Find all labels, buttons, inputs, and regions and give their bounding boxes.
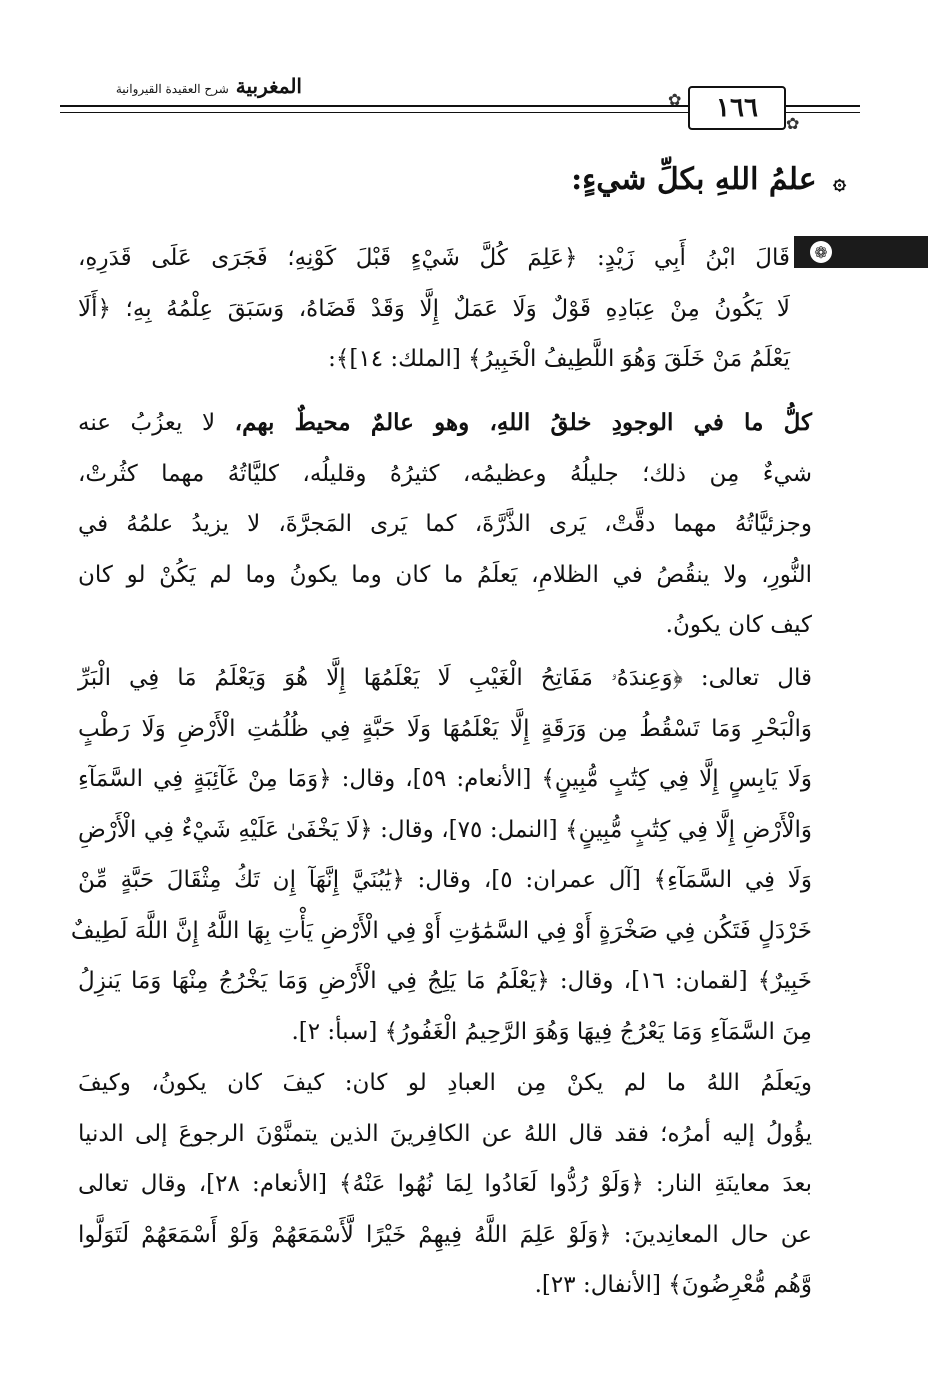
paragraph-1: [78, 398, 812, 651]
book-title: المغربية: [235, 74, 302, 98]
running-title: [62, 74, 302, 98]
paragraph-line: [78, 398, 812, 449]
quote-marker: [794, 236, 848, 268]
paragraph-line: يؤُولُ إليه أمرُه؛ فقد قال اللهُ عن الكافِرينَ الذين يتمنَّوْنَ الرجوعَ إلى الدنيا: [78, 1120, 812, 1147]
paragraph-line: وجزئيَّاتُهُ مهما دقَّتْ، يَرى الذَّرَّةَ، كما يَرى المَجرَّةَ، لا يزيدُ علمُهُ في: [78, 511, 812, 537]
paragraph-line: وَلَا فِي السَّمَآءِ﴾ [آل عمران: ٥]، وقال: ﴿يَٰبُنَيَّ إِنَّهَآ إِن تَكُ مِثْقَالَ حَبَّةٍ مِّنْ: [78, 867, 812, 893]
quote-line: لَا يَكُونُ مِنْ عِبَادِهِ قَوْلٌ وَلَا عَمَلٌ إِلَّا وَقَدْ قَضَاهُ، وَسَبَقَ عِلْمُهُ بِهِ؛ ﴿أَلَا: [78, 295, 790, 322]
matn-quote: [78, 233, 790, 385]
paragraph-line: بعدَ معاينَةِ النار: ﴿وَلَوْ رُدُّوا لَعَادُوا لِمَا نُهُوا عَنْهُ﴾ [الأنعام: ٢٨]، وقال تعالى: [78, 1171, 812, 1197]
quote-bar: [848, 236, 928, 268]
lead-rest: لا يعزُبُ عنه: [78, 410, 216, 436]
quote-line: يَعْلَمُ مَنْ خَلَقَ وَهُوَ اللَّطِيفُ الْخَبِيرُ﴾ [الملك: ١٤]﴾:: [328, 346, 790, 372]
section-heading: [446, 162, 846, 197]
paragraph-line: كيف كان يكونُ.: [665, 612, 812, 638]
book-subtitle: شرح العقيدة القيروانية: [115, 82, 229, 96]
paragraph-line: مِنَ السَّمَآءِ وَمَا يَعْرُجُ فِيهَا وَهُوَ الرَّحِيمُ الْغَفُورُ﴾ [سبأ: ٢].: [291, 1018, 812, 1045]
paragraph-line: وَالْبَحْرِ وَمَا تَسْقُطُ مِن وَرَقَةٍ إِلَّا يَعْلَمُهَا وَلَا حَبَّةٍ فِي ظُلُمَٰتِ الْأَرْضِ وَلَا رَطْبٍ: [78, 715, 812, 742]
paragraph-2: [70, 653, 813, 1057]
flower-ornament-icon: ❁: [810, 241, 832, 263]
heading-ornament-icon: ۞: [833, 169, 846, 195]
paragraph-line: عن حال المعانِدينَ: ﴿وَلَوْ عَلِمَ اللَّهُ فِيهِمْ خَيْرًا لَّأَسْمَعَهُمْ وَلَوْ أَسْمَعَهُمْ لَتَوَلَّوا: [78, 1221, 812, 1248]
section-heading-text: علمُ اللهِ بكلِّ شيءٍ:: [571, 162, 817, 197]
paragraph-line: وَلَا يَابِسٍ إِلَّا فِي كِتَٰبٍ مُّبِينٍ﴾ [الأنعام: ٥٩]، وقال: ﴿وَمَا مِنْ غَآئِبَةٍ فِي السَّمَآءِ: [78, 766, 813, 792]
page-number: ١٦٦: [688, 86, 786, 130]
paragraph-line: قال تعالى: ﴿وَعِندَهُۥ مَفَاتِحُ الْغَيْبِ لَا يَعْلَمُهَا إِلَّا هُوَ وَيَعْلَمُ مَا فِي الْبَرِّ: [78, 665, 812, 691]
paragraph-line: خَبِيرٌ﴾ [لقمان: ١٦]، وقال: ﴿يَعْلَمُ مَا يَلِجُ فِي الْأَرْضِ وَمَا يَخْرُجُ مِنْهَا وَمَا يَنزِلُ: [78, 968, 812, 994]
paragraph-line: شيءٌ مِن ذلك؛ جليلُهُ وعظيمُه، كثيرُهُ وقليلُه، كليَّاتُهُ مهما كثُرتْ،: [78, 460, 812, 487]
paragraph-line: وَّهُم مُّعْرِضُونَ﴾ [الأنفال: ٢٣].: [534, 1272, 812, 1298]
quote-line: قَالَ ابْنُ أَبِي زَيْدٍ: ﴿عَلِمَ كُلَّ شَيْءٍ قَبْلَ كَوْنِهِ؛ فَجَرَى عَلَى قَدَرِهِ،: [78, 245, 790, 271]
paragraph-line: ويَعلَمُ اللهُ ما لم يكنْ مِن العبادِ لو كان: كيفَ كان يكونُ، وكيفَ: [78, 1070, 812, 1096]
corner-ornament-icon: ✿: [668, 90, 682, 109]
paragraph-line: خَرْدَلٍ فَتَكُن فِي صَخْرَةٍ أَوْ فِي السَّمَٰوَٰتِ أَوْ فِي الْأَرْضِ يَأْتِ بِهَا اللَّهُ إِنَّ اللَّهَ لَطِيفٌ: [70, 917, 812, 944]
paragraph-line: وَالْأَرْضِ إِلَّا فِي كِتَٰبٍ مُّبِينٍ﴾ [النمل: ٧٥]، وقال: ﴿لَا يَخْفَىٰ عَلَيْهِ شَيْءٌ فِي الْأَرْضِ: [78, 816, 812, 843]
paragraph-line: النُّورِ، ولا ينقُصُ في الظلامِ، يَعلَمُ ما كان وما يكونُ وما لم يَكُنْ لو كان: [78, 561, 812, 588]
corner-ornament-icon: ✿: [786, 114, 800, 133]
bold-lead: كلُّ ما في الوجودِ خلقُ اللهِ، وهو عالمٌ محيطٌ بهم،: [234, 409, 813, 436]
paragraph-3: [78, 1058, 812, 1311]
